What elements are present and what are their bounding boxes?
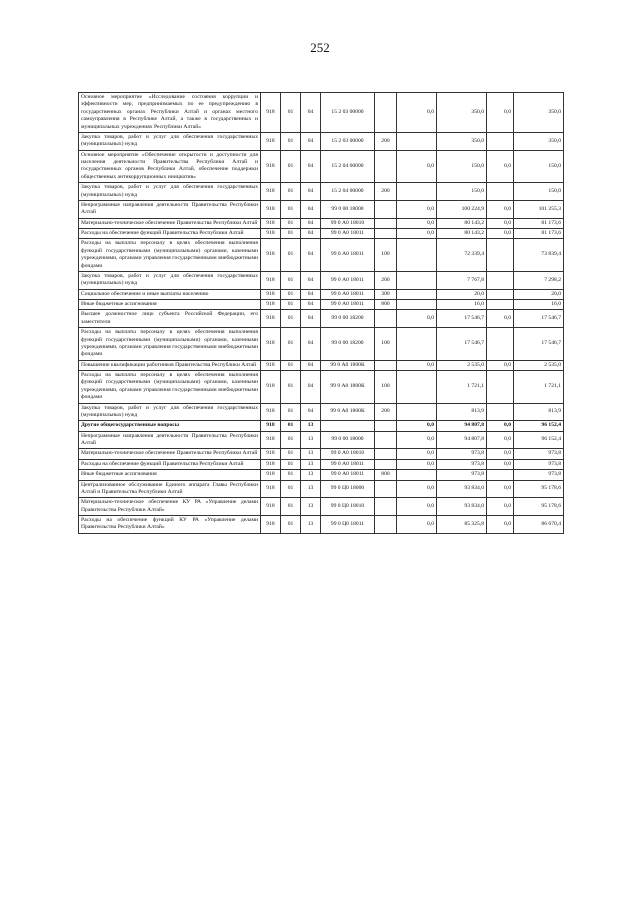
cell-rz: 01 (281, 289, 301, 299)
table-row (79, 459, 564, 469)
cell-value-3 (487, 239, 514, 272)
cell-vr (375, 93, 397, 133)
cell-value-3 (487, 271, 514, 289)
cell-value-4: 1 721,1 (514, 371, 564, 404)
cell-pr: 13 (301, 431, 321, 449)
cell-value-4: 20,0 (514, 289, 564, 299)
cell-value-3 (487, 183, 514, 201)
cell-gr: 918 (261, 459, 281, 469)
cell-rz: 01 (281, 328, 301, 361)
row-name: Расходы на обеспечение функций КУ РА «Управление делами Правительства Республики Алтай» (79, 516, 261, 534)
cell-value-2: 100 224,9 (437, 200, 487, 218)
table-row (79, 300, 564, 310)
cell-pr: 13 (301, 470, 321, 480)
row-name: Закупка товаров, работ и услуг для обеспечения государственных (муниципальных) нужд (79, 183, 261, 201)
cell-csr: 99 0 А0 18011 (321, 271, 375, 289)
cell-pr: 04 (301, 371, 321, 404)
cell-vr: 300 (375, 289, 397, 299)
cell-value-1: 0,0 (397, 516, 437, 534)
cell-value-4: 86 670,4 (514, 516, 564, 534)
cell-value-4: 973,8 (514, 470, 564, 480)
cell-csr: 99 0 А0 18011 (321, 470, 375, 480)
cell-value-2: 973,8 (437, 459, 487, 469)
cell-value-2: 350,0 (437, 132, 487, 150)
cell-vr (375, 360, 397, 370)
cell-value-3: 0,0 (487, 93, 514, 133)
cell-csr: 99 0 А0 1800К (321, 403, 375, 421)
cell-pr: 04 (301, 93, 321, 133)
table-row (79, 431, 564, 449)
row-name: Закупка товаров, работ и услуг для обеспечения государственных (муниципальных) нужд (79, 271, 261, 289)
row-name: Повышение квалификации работников Правительства Республики Алтай (79, 360, 261, 370)
cell-csr: 99 0 А0 1800К (321, 371, 375, 404)
cell-vr (375, 229, 397, 239)
cell-value-2: 16,0 (437, 300, 487, 310)
table-row (79, 470, 564, 480)
cell-value-3: 0,0 (487, 229, 514, 239)
cell-value-4: 150,0 (514, 150, 564, 183)
cell-pr: 04 (301, 239, 321, 272)
cell-value-4: 96 152,4 (514, 421, 564, 431)
cell-gr: 918 (261, 310, 281, 328)
cell-csr: 99 0 А0 18011 (321, 289, 375, 299)
cell-gr: 918 (261, 200, 281, 218)
cell-csr: 99 0 Ц0 18011 (321, 516, 375, 534)
cell-csr: 15 2 04 00000 (321, 150, 375, 183)
cell-vr (375, 218, 397, 228)
table-row (79, 403, 564, 421)
cell-value-1: 0,0 (397, 459, 437, 469)
cell-rz: 01 (281, 218, 301, 228)
cell-value-4: 101 255,3 (514, 200, 564, 218)
cell-value-1: 0,0 (397, 93, 437, 133)
cell-value-1 (397, 183, 437, 201)
cell-vr: 800 (375, 300, 397, 310)
cell-value-2: 150,0 (437, 150, 487, 183)
cell-rz: 01 (281, 470, 301, 480)
cell-value-1: 0,0 (397, 480, 437, 498)
budget-table (78, 92, 564, 534)
cell-gr: 918 (261, 328, 281, 361)
table-row (79, 371, 564, 404)
page-number: 252 (310, 40, 330, 55)
cell-rz: 01 (281, 516, 301, 534)
cell-rz: 01 (281, 300, 301, 310)
cell-pr: 04 (301, 360, 321, 370)
cell-value-4: 350,0 (514, 93, 564, 133)
table-row (79, 229, 564, 239)
cell-value-2: 973,8 (437, 470, 487, 480)
cell-value-4: 150,0 (514, 183, 564, 201)
row-name: Высшее должностное лицо субъекта Российской Федерации, его заместители (79, 310, 261, 328)
cell-value-1: 0,0 (397, 421, 437, 431)
cell-pr: 04 (301, 271, 321, 289)
cell-pr: 04 (301, 132, 321, 150)
cell-rz: 01 (281, 229, 301, 239)
cell-pr: 13 (301, 421, 321, 431)
cell-gr: 918 (261, 150, 281, 183)
table-row (79, 132, 564, 150)
cell-value-4: 73 839,4 (514, 239, 564, 272)
cell-gr: 918 (261, 183, 281, 201)
cell-value-2: 94 807,8 (437, 421, 487, 431)
cell-value-2: 94 807,8 (437, 431, 487, 449)
cell-value-1 (397, 371, 437, 404)
cell-value-2: 72 339,4 (437, 239, 487, 272)
row-name: Непрограммные направления деятельности Правительства Республики Алтай (79, 431, 261, 449)
cell-value-1 (397, 132, 437, 150)
cell-value-3 (487, 371, 514, 404)
cell-value-2: 2 535,0 (437, 360, 487, 370)
cell-gr: 918 (261, 360, 281, 370)
cell-value-4: 81 173,6 (514, 229, 564, 239)
cell-csr: 99 0 00 18200 (321, 310, 375, 328)
cell-csr: 15 2 03 00000 (321, 132, 375, 150)
cell-vr: 100 (375, 239, 397, 272)
cell-value-2: 150,0 (437, 183, 487, 201)
cell-csr: 15 2 04 00000 (321, 183, 375, 201)
cell-vr (375, 421, 397, 431)
cell-gr: 918 (261, 132, 281, 150)
cell-rz: 01 (281, 360, 301, 370)
cell-value-2: 93 834,0 (437, 498, 487, 516)
row-name: Закупка товаров, работ и услуг для обеспечения государственных (муниципальных) нужд (79, 132, 261, 150)
cell-csr: 99 0 А0 18011 (321, 239, 375, 272)
table-row (79, 200, 564, 218)
cell-value-3 (487, 328, 514, 361)
table-row (79, 480, 564, 498)
cell-value-3: 0,0 (487, 310, 514, 328)
cell-rz: 01 (281, 183, 301, 201)
cell-value-3 (487, 300, 514, 310)
table-row (79, 218, 564, 228)
cell-value-1: 0,0 (397, 431, 437, 449)
cell-vr: 100 (375, 328, 397, 361)
cell-value-3: 0,0 (487, 459, 514, 469)
cell-vr (375, 459, 397, 469)
cell-value-3: 0,0 (487, 431, 514, 449)
cell-gr: 918 (261, 470, 281, 480)
table-row (79, 360, 564, 370)
cell-value-1 (397, 271, 437, 289)
cell-vr (375, 480, 397, 498)
cell-gr: 918 (261, 449, 281, 459)
cell-pr: 13 (301, 459, 321, 469)
table-row (79, 239, 564, 272)
cell-rz: 01 (281, 271, 301, 289)
cell-gr: 918 (261, 93, 281, 133)
cell-gr: 918 (261, 431, 281, 449)
cell-vr (375, 310, 397, 328)
cell-value-3: 0,0 (487, 449, 514, 459)
cell-pr: 04 (301, 150, 321, 183)
cell-value-3: 0,0 (487, 218, 514, 228)
row-name: Непрограммные направления деятельности Правительства Республики Алтай (79, 200, 261, 218)
cell-csr: 15 2 03 00000 (321, 93, 375, 133)
cell-value-1: 0,0 (397, 449, 437, 459)
cell-rz: 01 (281, 498, 301, 516)
cell-value-3 (487, 289, 514, 299)
row-name: Иные бюджетные ассигнования (79, 300, 261, 310)
cell-value-4: 81 173,6 (514, 218, 564, 228)
cell-csr (321, 421, 375, 431)
row-name: Социальное обеспечение и иные выплаты населению (79, 289, 261, 299)
cell-pr: 13 (301, 516, 321, 534)
row-name: Расходы на выплаты персоналу в целях обеспечения выполнения функций государственными (муниципальными) органами, казенными учреждениями, органами управления государственными внебюджетными фондами (79, 239, 261, 272)
cell-pr: 13 (301, 498, 321, 516)
cell-value-2: 7 767,8 (437, 271, 487, 289)
cell-rz: 01 (281, 93, 301, 133)
row-name: Основное мероприятие «Обеспечение открытости и доступности для населения деятельности Правительства Республики Алтай и государственных органов Республики Алтай, обеспечение поддержки общественных антикоррупционных инициатив» (79, 150, 261, 183)
cell-csr: 99 0 00 18000 (321, 200, 375, 218)
cell-value-3: 0,0 (487, 150, 514, 183)
table-row (79, 310, 564, 328)
cell-csr: 99 0 А0 18011 (321, 229, 375, 239)
cell-vr: 200 (375, 271, 397, 289)
cell-value-1: 0,0 (397, 150, 437, 183)
cell-value-2: 17 546,7 (437, 310, 487, 328)
table-row (79, 498, 564, 516)
row-name: Материально-техническое обеспечение КУ РА «Управление делами Правительства Республики Алтай» (79, 498, 261, 516)
cell-value-4: 17 546,7 (514, 328, 564, 361)
cell-value-4: 96 152,4 (514, 431, 564, 449)
row-name: Централизованное обслуживание Единого аппарата Главы Республики Алтай и Правительства Республики Алтай (79, 480, 261, 498)
cell-gr: 918 (261, 403, 281, 421)
cell-vr (375, 449, 397, 459)
cell-value-3: 0,0 (487, 421, 514, 431)
cell-pr: 04 (301, 218, 321, 228)
cell-vr (375, 498, 397, 516)
cell-gr: 918 (261, 218, 281, 228)
cell-csr: 99 0 А0 18010 (321, 449, 375, 459)
table-row (79, 449, 564, 459)
cell-csr: 99 0 А0 18011 (321, 300, 375, 310)
row-name: Иные бюджетные ассигнования (79, 470, 261, 480)
cell-value-1: 0,0 (397, 310, 437, 328)
cell-value-4: 350,0 (514, 132, 564, 150)
cell-vr: 100 (375, 371, 397, 404)
cell-vr: 800 (375, 470, 397, 480)
cell-value-1: 0,0 (397, 229, 437, 239)
cell-value-1 (397, 328, 437, 361)
cell-value-4: 813,9 (514, 403, 564, 421)
table-row (79, 150, 564, 183)
cell-rz: 01 (281, 431, 301, 449)
cell-rz: 01 (281, 310, 301, 328)
cell-value-3: 0,0 (487, 498, 514, 516)
row-name: Закупка товаров, работ и услуг для обеспечения государственных (муниципальных) нужд (79, 403, 261, 421)
cell-rz: 01 (281, 459, 301, 469)
cell-vr: 200 (375, 132, 397, 150)
row-name: Расходы на выплаты персоналу в целях обеспечения выполнения функций государственными (муниципальными) органами, казенными учреждениями, органами управления государственными внебюджетными фондами (79, 371, 261, 404)
row-name: Другие общегосударственные вопросы (79, 421, 261, 431)
cell-gr: 918 (261, 498, 281, 516)
cell-gr: 918 (261, 239, 281, 272)
row-name: Материально-техническое обеспечение Правительства Республики Алтай (79, 218, 261, 228)
table-row (79, 289, 564, 299)
table-row (79, 328, 564, 361)
cell-vr (375, 431, 397, 449)
cell-pr: 04 (301, 403, 321, 421)
cell-gr: 918 (261, 289, 281, 299)
cell-gr: 918 (261, 516, 281, 534)
cell-gr: 918 (261, 371, 281, 404)
table-row (79, 183, 564, 201)
cell-rz: 01 (281, 449, 301, 459)
table-row (79, 516, 564, 534)
cell-gr: 918 (261, 229, 281, 239)
cell-pr: 04 (301, 183, 321, 201)
cell-value-2: 17 546,7 (437, 328, 487, 361)
cell-vr (375, 200, 397, 218)
cell-value-4: 95 178,6 (514, 498, 564, 516)
cell-pr: 13 (301, 449, 321, 459)
cell-gr: 918 (261, 421, 281, 431)
cell-vr (375, 516, 397, 534)
cell-rz: 01 (281, 132, 301, 150)
table-body (79, 93, 564, 534)
cell-value-3: 0,0 (487, 200, 514, 218)
cell-value-2: 813,9 (437, 403, 487, 421)
cell-value-3: 0,0 (487, 516, 514, 534)
cell-value-3: 0,0 (487, 360, 514, 370)
cell-csr: 99 0 А0 1800К (321, 360, 375, 370)
cell-value-2: 1 721,1 (437, 371, 487, 404)
cell-pr: 04 (301, 310, 321, 328)
cell-pr: 13 (301, 480, 321, 498)
cell-value-1 (397, 300, 437, 310)
cell-value-1: 0,0 (397, 218, 437, 228)
cell-value-1: 0,0 (397, 360, 437, 370)
table-row (79, 93, 564, 133)
row-name: Расходы на обеспечение функций Правительства Республики Алтай (79, 459, 261, 469)
cell-rz: 01 (281, 403, 301, 421)
cell-gr: 918 (261, 300, 281, 310)
cell-value-1 (397, 239, 437, 272)
cell-value-4: 16,0 (514, 300, 564, 310)
cell-pr: 04 (301, 289, 321, 299)
cell-value-4: 17 546,7 (514, 310, 564, 328)
cell-value-4: 95 178,6 (514, 480, 564, 498)
cell-value-4: 2 535,0 (514, 360, 564, 370)
cell-value-2: 350,0 (437, 93, 487, 133)
cell-rz: 01 (281, 480, 301, 498)
cell-csr: 99 0 А0 18010 (321, 218, 375, 228)
cell-gr: 918 (261, 271, 281, 289)
row-name: Материально-техническое обеспечение Правительства Республики Алтай (79, 449, 261, 459)
cell-value-2: 80 143,2 (437, 218, 487, 228)
cell-rz: 01 (281, 371, 301, 404)
cell-value-1: 0,0 (397, 498, 437, 516)
cell-value-3: 0,0 (487, 480, 514, 498)
table-row (79, 271, 564, 289)
cell-value-1 (397, 289, 437, 299)
cell-csr: 99 0 00 18000 (321, 431, 375, 449)
cell-rz: 01 (281, 239, 301, 272)
cell-csr: 99 0 00 18200 (321, 328, 375, 361)
cell-value-2: 20,0 (437, 289, 487, 299)
cell-value-4: 973,8 (514, 449, 564, 459)
cell-value-3 (487, 470, 514, 480)
cell-rz: 01 (281, 421, 301, 431)
cell-value-4: 973,8 (514, 459, 564, 469)
cell-value-2: 80 143,2 (437, 229, 487, 239)
cell-value-1: 0,0 (397, 200, 437, 218)
cell-value-2: 973,8 (437, 449, 487, 459)
cell-pr: 04 (301, 229, 321, 239)
cell-value-3 (487, 403, 514, 421)
cell-value-2: 85 325,8 (437, 516, 487, 534)
cell-vr: 200 (375, 183, 397, 201)
row-name: Основное мероприятие «Исследование состояния коррупции и эффективности мер, предпринимаемых по ее предупреждению в государственных органах Республики Алтай и органах местного самоуправления в Республике Алтай, а также в государственных и муниципальных учреждениях Республики Алтай» (79, 93, 261, 133)
cell-pr: 04 (301, 200, 321, 218)
cell-value-3 (487, 132, 514, 150)
cell-csr: 99 0 А0 18011 (321, 459, 375, 469)
cell-value-4: 7 298,2 (514, 271, 564, 289)
row-name: Расходы на обеспечение функций Правительства Республики Алтай (79, 229, 261, 239)
cell-pr: 04 (301, 328, 321, 361)
cell-value-2: 93 834,0 (437, 480, 487, 498)
row-name: Расходы на выплаты персоналу в целях обеспечения выполнения функций государственными (муниципальными) органами, казенными учреждениями, органами управления государственными внебюджетными фондами (79, 328, 261, 361)
cell-gr: 918 (261, 480, 281, 498)
cell-csr: 99 0 Ц0 18000 (321, 480, 375, 498)
table-row (79, 421, 564, 431)
cell-pr: 04 (301, 300, 321, 310)
cell-vr (375, 150, 397, 183)
cell-rz: 01 (281, 150, 301, 183)
cell-rz: 01 (281, 200, 301, 218)
cell-value-1 (397, 470, 437, 480)
cell-value-1 (397, 403, 437, 421)
cell-vr: 200 (375, 403, 397, 421)
cell-csr: 99 0 Ц0 18010 (321, 498, 375, 516)
